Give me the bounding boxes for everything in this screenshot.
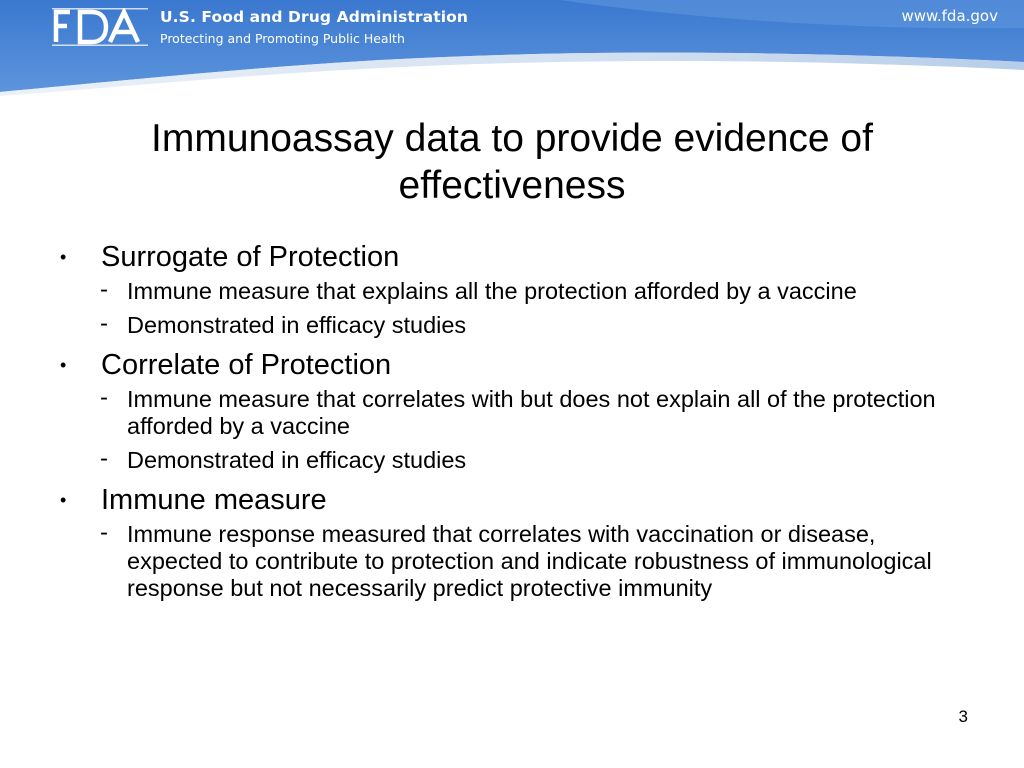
bullet-dot: • — [60, 355, 67, 375]
agency-tagline: Protecting and Promoting Public Health — [160, 31, 405, 46]
sub-item — [0, 312, 1024, 339]
slide-title: Immunoassay data to provide evidence of effectiveness — [151, 117, 873, 207]
sub-item-text: Demonstrated in efficacy studies — [127, 312, 467, 338]
bullet-list — [0, 238, 1024, 609]
sub-list — [0, 521, 1024, 602]
bullet-dot: • — [60, 490, 67, 510]
dash-marker: - — [100, 310, 108, 337]
sub-list — [0, 386, 1024, 474]
site-url[interactable]: www.fda.gov — [901, 7, 998, 25]
dash-marker: - — [100, 384, 108, 411]
sub-item-text: Immune measure that explains all the protection afforded by a vaccine — [127, 278, 857, 304]
sub-item — [0, 278, 1024, 305]
sub-item-text: Demonstrated in efficacy studies — [127, 447, 467, 473]
dash-marker: - — [100, 519, 108, 546]
sub-item — [0, 447, 1024, 474]
page-number: 3 — [958, 707, 968, 726]
bullet-label: Surrogate of Protection — [101, 241, 400, 273]
sub-item — [0, 386, 1024, 440]
bullet-dot: • — [60, 247, 67, 267]
bullet-item-immune-measure — [0, 481, 1024, 602]
sub-item-text: Immune response measured that correlates with vaccination or disease, expected to contribute to protection and indicate robustness of immunological response but not necessarily predict protective immunity — [127, 521, 932, 601]
dash-marker: - — [100, 445, 108, 472]
fda-logo — [52, 8, 148, 46]
bullet-label: Immune measure — [101, 484, 327, 516]
dash-marker: - — [100, 276, 108, 303]
bullet-label: Correlate of Protection — [101, 349, 392, 381]
sub-item-text: Immune measure that correlates with but does not explain all of the protection afforded by a vaccine — [127, 386, 936, 439]
bullet-item-surrogate — [0, 238, 1024, 339]
agency-name: U.S. Food and Drug Administration — [160, 8, 469, 26]
header-banner — [0, 0, 1024, 96]
sub-item — [0, 521, 1024, 602]
bullet-item-correlate — [0, 346, 1024, 474]
sub-list — [0, 278, 1024, 339]
banner-background — [0, 0, 1024, 96]
